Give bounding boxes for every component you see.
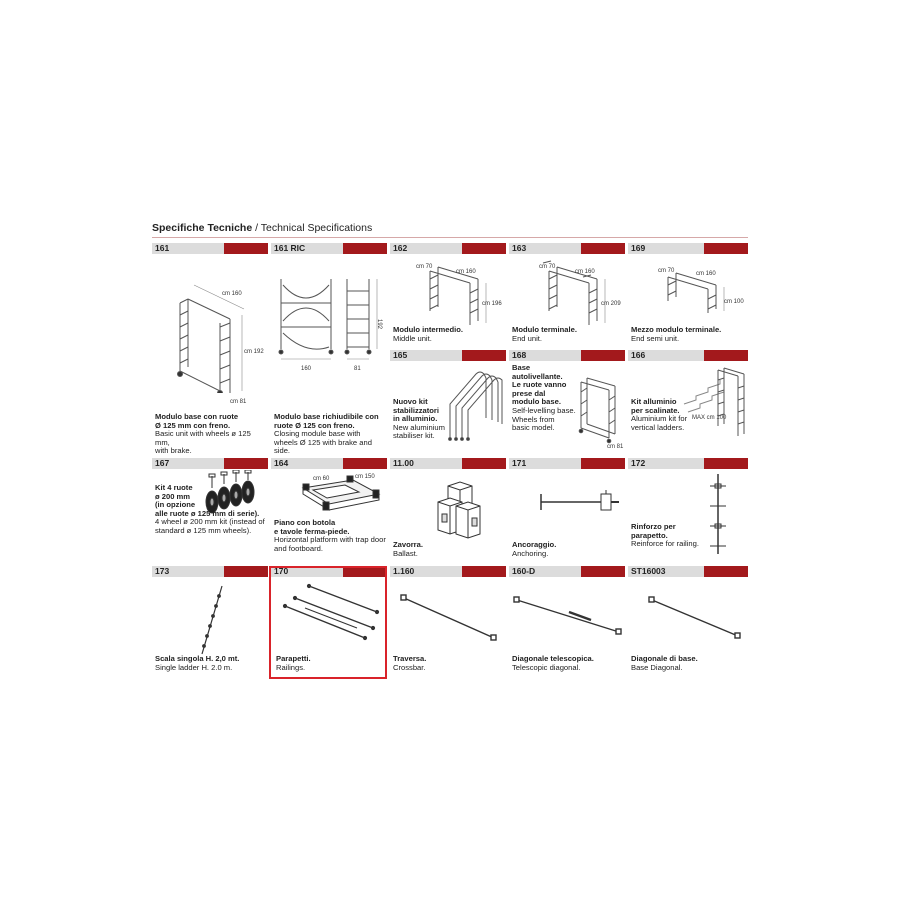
caption-italian: Modulo terminale.: [512, 325, 577, 334]
product-code: 163: [512, 243, 527, 253]
code-bar: [509, 458, 625, 469]
caption: [274, 413, 386, 456]
caption-italian: Modulo base con ruote Ø 125 mm con freno.: [155, 412, 239, 430]
caption: [512, 364, 582, 433]
caption: [393, 541, 505, 558]
end-semi-unit-illustration: [658, 263, 742, 323]
ballast-illustration: [434, 480, 484, 542]
caption-italian: Diagonale telescopica.: [512, 654, 594, 663]
product-code: 171: [512, 458, 527, 468]
product-cell-162[interactable]: [390, 243, 506, 347]
product-code: ST16003: [631, 566, 666, 576]
accent-tab: [581, 566, 625, 577]
title-separator: /: [252, 222, 261, 234]
caption-italian: Modulo intermedio.: [393, 325, 464, 334]
accent-tab: [581, 243, 625, 254]
crossbar-illustration: [400, 594, 500, 642]
caption-english: End semi unit.: [631, 333, 680, 343]
code-bar: [152, 566, 268, 577]
caption: [393, 398, 453, 441]
caption-italian: Base autolivellante. Le ruote vanno prese dal modulo base.: [512, 363, 567, 407]
product-code: 164: [274, 458, 289, 468]
caption-english: End unit.: [512, 333, 542, 343]
code-bar: [509, 243, 625, 254]
caption: [631, 655, 747, 672]
caption-english: Self-levelling base. Wheels from basic model.: [512, 405, 576, 433]
title-english: Technical Specifications: [260, 222, 373, 234]
code-bar: [390, 566, 506, 577]
accent-tab: [704, 350, 748, 361]
dim-label: cm 150: [355, 474, 375, 480]
dim-label: cm 160: [696, 271, 716, 277]
base-unit-illustration: [158, 273, 264, 405]
caption-italian: Rinforzo per parapetto.: [631, 522, 676, 540]
caption-italian: Mezzo modulo terminale.: [631, 325, 722, 334]
accent-tab: [704, 566, 748, 577]
base-diagonal-illustration: [648, 596, 742, 640]
caption-english: Telescopic diagonal.: [512, 662, 581, 672]
accent-tab: [462, 243, 506, 254]
code-bar: [271, 243, 387, 254]
code-bar: [628, 350, 748, 361]
code-bar: [628, 243, 748, 254]
dim-label: cm 192: [244, 349, 264, 355]
product-cell-161-ric[interactable]: [271, 243, 387, 454]
caption: [274, 519, 386, 553]
code-bar: [509, 566, 625, 577]
caption-italian: Kit alluminio per scalinate.: [631, 397, 680, 415]
anchoring-illustration: [539, 490, 623, 520]
product-code: 161 RIC: [274, 243, 306, 253]
caption-italian: Modulo base richiudibile con ruote Ø 125 con freno.: [274, 412, 379, 430]
caption-english: Aluminium kit for vertical ladders.: [631, 414, 688, 432]
middle-unit-illustration: [416, 259, 504, 329]
selection-highlight: [269, 566, 387, 679]
dim-label: cm 196: [482, 301, 502, 307]
accent-tab: [704, 243, 748, 254]
dim-label: cm 160: [575, 269, 595, 275]
product-code: 168: [512, 350, 527, 360]
caption-english: Base Diagonal.: [631, 662, 683, 672]
self-levelling-base-illustration: [575, 372, 625, 448]
caption-italian: Scala singola H. 2,0 mt.: [155, 654, 240, 663]
code-bar: [152, 243, 268, 254]
dim-label: 192: [376, 319, 382, 330]
product-cell-167[interactable]: [152, 458, 268, 562]
caption-english: Crossbar.: [393, 662, 426, 672]
spec-sheet: [152, 222, 748, 680]
caption: [631, 326, 747, 343]
dim-label: 160: [301, 366, 312, 372]
caption: [631, 398, 695, 432]
telescopic-diagonal-illustration: [513, 596, 623, 636]
caption-italian: Piano con botola e tavole ferma-piede.: [274, 518, 350, 536]
dim-label: cm 209: [601, 301, 621, 307]
product-code: 170: [274, 566, 289, 576]
caption-italian: Zavorra.: [393, 540, 423, 549]
product-cell-164[interactable]: [271, 458, 387, 562]
code-bar: [390, 243, 506, 254]
code-bar: [271, 458, 387, 469]
product-code: 160-D: [512, 566, 536, 576]
dim-label: cm 160: [456, 269, 476, 275]
product-code: 173: [155, 566, 170, 576]
caption-italian: Ancoraggio.: [512, 540, 557, 549]
caption-english: Middle unit.: [393, 333, 432, 343]
product-code: 162: [393, 243, 408, 253]
product-cell-166[interactable]: [628, 350, 748, 454]
product-code: 161: [155, 243, 170, 253]
dim-label: cm 160: [222, 291, 242, 297]
single-ladder-illustration: [192, 584, 232, 656]
accent-tab: [343, 243, 387, 254]
caption-english: Closing module base with wheels Ø 125 with brake and side.: [274, 429, 372, 456]
closing-module-illustration: [275, 275, 385, 375]
caption-italian: Traversa.: [393, 654, 427, 663]
title-italian: Specifiche Tecniche: [152, 222, 253, 234]
end-unit-illustration: [539, 259, 623, 329]
caption-italian: Diagonale di base.: [631, 654, 698, 663]
product-cell-161[interactable]: [152, 243, 268, 454]
product-cell-165[interactable]: [390, 350, 506, 454]
dim-label: cm 60: [313, 476, 330, 482]
caption-english: New aluminium stabiliser kit.: [393, 422, 445, 441]
product-cell-168[interactable]: [509, 350, 625, 454]
product-cell-169[interactable]: [628, 243, 748, 347]
product-cell-1160[interactable]: [390, 566, 506, 679]
accent-tab: [462, 566, 506, 577]
code-bar: [628, 458, 748, 469]
product-code: 167: [155, 458, 170, 468]
caption: [512, 326, 624, 343]
caption: [512, 541, 624, 558]
caption-english: Railings.: [276, 662, 306, 672]
dim-label: cm 70: [658, 268, 675, 274]
accent-tab: [343, 458, 387, 469]
header-rule: [152, 237, 748, 238]
caption-english: Ballast.: [393, 548, 418, 558]
caption: [393, 326, 505, 343]
accent-tab: [462, 350, 506, 361]
product-code: 172: [631, 458, 646, 468]
dim-label: cm 81: [230, 399, 247, 405]
product-code: 11.00: [393, 458, 414, 468]
product-cell-163[interactable]: [509, 243, 625, 347]
product-cell-160-d[interactable]: [509, 566, 625, 679]
accent-tab: [224, 243, 268, 254]
accent-tab: [581, 350, 625, 361]
caption-english: Horizontal platform with trap door and footboard.: [274, 535, 386, 553]
code-bar: [152, 458, 268, 469]
product-code: 166: [631, 350, 646, 360]
product-cell-st16003[interactable]: [628, 566, 748, 679]
product-code: 165: [393, 350, 408, 360]
code-bar: [390, 458, 506, 469]
dim-label: cm 70: [416, 264, 433, 270]
caption-italian: Kit 4 ruote ø 200 mm (in opzione alle ruote ø 125 mm di serie).: [155, 483, 260, 518]
accent-tab: [224, 458, 268, 469]
dim-label: MAX cm 100: [692, 415, 727, 421]
accent-tab: [581, 458, 625, 469]
product-code: 1.160: [393, 566, 415, 576]
caption-english: Basic unit with wheels ø 125 mm, with brake.: [155, 429, 251, 456]
caption-italian: Parapetti.: [276, 654, 311, 663]
accent-tab: [224, 566, 268, 577]
stabiliser-kit-illustration: [446, 364, 504, 442]
code-bar: [628, 566, 748, 577]
product-cell-1100[interactable]: [390, 458, 506, 562]
caption: [393, 655, 505, 672]
accent-tab: [704, 458, 748, 469]
platform-illustration: [299, 472, 383, 520]
caption-english: 4 wheel ø 200 mm kit (instead of standard ø 125 mm wheels).: [155, 517, 265, 535]
product-cell-171[interactable]: [509, 458, 625, 562]
caption-english: Anchoring.: [512, 548, 549, 558]
caption: [631, 523, 747, 549]
product-cell-173[interactable]: [152, 566, 268, 679]
caption-english: Single ladder H. 2.0 m.: [155, 662, 233, 672]
caption-english: Reinforce for railing.: [631, 539, 699, 549]
dim-label: cm 100: [724, 299, 744, 305]
product-code: 169: [631, 243, 646, 253]
dim-label: 81: [354, 366, 361, 372]
dim-label: cm 70: [539, 264, 556, 270]
accent-tab: [462, 458, 506, 469]
caption: [155, 655, 267, 672]
code-bar: [509, 350, 625, 361]
caption: [155, 484, 267, 536]
dim-label: cm 81: [607, 444, 624, 450]
caption-italian: Nuovo kit stabilizzatori in alluminio.: [393, 397, 439, 424]
product-cell-172[interactable]: [628, 458, 748, 562]
caption: [512, 655, 624, 672]
caption: [155, 413, 267, 456]
code-bar: [390, 350, 506, 361]
